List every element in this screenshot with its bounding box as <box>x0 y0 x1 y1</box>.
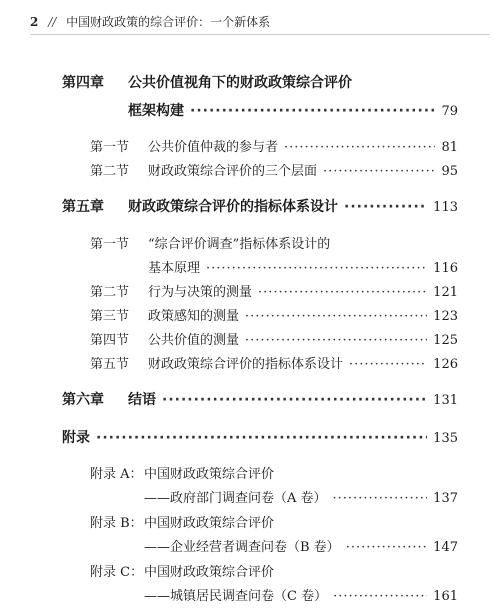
leader-dots <box>349 357 427 372</box>
section-title: 财政政策综合评价的三个层面 <box>148 164 318 179</box>
leader-dots <box>333 589 427 604</box>
page-number: 137 <box>433 491 458 506</box>
header-book-title: 中国财政政策的综合评价：一个新体系 <box>66 15 271 29</box>
leader-dots <box>333 491 428 506</box>
leader-dots <box>206 261 427 276</box>
leader-dots <box>323 164 435 179</box>
appendix-item-label: 附录 C： <box>90 565 144 580</box>
page-number: 113 <box>433 200 458 215</box>
leader-dots <box>245 309 427 324</box>
section-title: “综合评价调查”指标体系设计的 <box>148 237 331 252</box>
leader-dots <box>190 103 435 119</box>
section-title: 行为与决策的测量 <box>148 285 253 300</box>
appendix-item-label: 附录 B： <box>90 516 143 531</box>
chapter-title-cont: 框架构建 <box>128 103 184 119</box>
toc-section-5-2[interactable] <box>90 281 458 300</box>
appendix-item-title: 中国财政政策综合评价 <box>144 467 275 482</box>
leader-dots <box>162 392 427 408</box>
toc-appendix-b-entry[interactable] <box>144 536 458 555</box>
page-number: 125 <box>433 333 458 348</box>
section-title: 公共价值的测量 <box>148 333 240 348</box>
section-label: 第一节 <box>90 237 130 252</box>
section-title: 财政政策综合评价的指标体系设计 <box>148 357 344 372</box>
toc-appendix-entry[interactable] <box>62 427 458 447</box>
toc-section-5-5[interactable] <box>90 353 458 372</box>
leader-dots <box>344 199 427 215</box>
header-page-number: 2 <box>30 15 39 29</box>
section-label: 第一节 <box>90 140 130 155</box>
appendix-item-subtitle: ——城镇居民调查问卷（C 卷） <box>144 589 328 604</box>
section-label: 第四节 <box>90 333 130 348</box>
section-title-cont: 基本原理 <box>148 261 201 276</box>
chapter-label: 第五章 <box>62 199 104 215</box>
page-number: 126 <box>433 357 458 372</box>
toc-section-5-3[interactable] <box>90 305 458 324</box>
appendix-item-title: 中国财政政策综合评价 <box>144 565 275 580</box>
page-number: 161 <box>433 589 458 604</box>
section-title: 政策感知的测量 <box>148 309 240 324</box>
section-label: 第三节 <box>90 309 130 324</box>
leader-dots <box>96 430 427 446</box>
page-number: 147 <box>433 540 458 555</box>
chapter-label: 第四章 <box>62 75 104 91</box>
toc-chapter-5-entry[interactable] <box>62 196 458 216</box>
appendix-label: 附录 <box>62 430 90 446</box>
page-number: 121 <box>433 285 458 300</box>
chapter-label: 第六章 <box>62 392 104 408</box>
toc-section-5-1-title[interactable] <box>90 233 330 252</box>
toc-section-5-1-entry[interactable] <box>148 257 458 276</box>
appendix-item-subtitle: ——政府部门调查问卷（A 卷） <box>144 491 327 506</box>
section-label: 第五节 <box>90 357 130 372</box>
section-title: 公共价值仲裁的参与者 <box>148 140 279 155</box>
leader-dots <box>346 540 427 555</box>
appendix-item-label: 附录 A： <box>90 467 143 482</box>
header-separator: // <box>48 15 57 29</box>
chapter-title: 结语 <box>128 392 156 408</box>
page-number: 116 <box>433 261 458 276</box>
page-number: 131 <box>433 393 458 408</box>
toc-section-4-1[interactable] <box>90 136 458 155</box>
page-number: 123 <box>433 309 458 324</box>
toc-section-4-2[interactable] <box>90 160 458 179</box>
chapter-title: 财政政策综合评价的指标体系设计 <box>128 199 338 215</box>
toc-section-5-4[interactable] <box>90 329 458 348</box>
toc-appendix-c-title[interactable] <box>90 561 274 580</box>
appendix-item-title: 中国财政政策综合评价 <box>144 516 275 531</box>
toc-appendix-a-title[interactable] <box>90 463 274 482</box>
leader-dots <box>284 140 435 155</box>
page-number: 95 <box>441 164 458 179</box>
page-number: 79 <box>441 104 458 119</box>
page-number: 135 <box>433 431 458 446</box>
section-label: 第二节 <box>90 164 130 179</box>
chapter-title: 公共价值视角下的财政政策综合评价 <box>128 75 352 91</box>
page-number: 81 <box>441 140 458 155</box>
toc-appendix-b-title[interactable] <box>90 512 274 531</box>
toc-appendix-c-entry[interactable] <box>144 585 458 604</box>
leader-dots <box>258 285 427 300</box>
section-label: 第二节 <box>90 285 130 300</box>
toc-chapter-4-entry[interactable] <box>128 100 458 120</box>
toc-appendix-a-entry[interactable] <box>144 487 458 506</box>
running-header <box>30 10 490 35</box>
toc-chapter-4-title[interactable] <box>62 72 352 92</box>
leader-dots <box>245 333 427 348</box>
appendix-item-subtitle: ——企业经营者调查问卷（B 卷） <box>144 540 340 555</box>
toc-chapter-6-entry[interactable] <box>62 389 458 409</box>
